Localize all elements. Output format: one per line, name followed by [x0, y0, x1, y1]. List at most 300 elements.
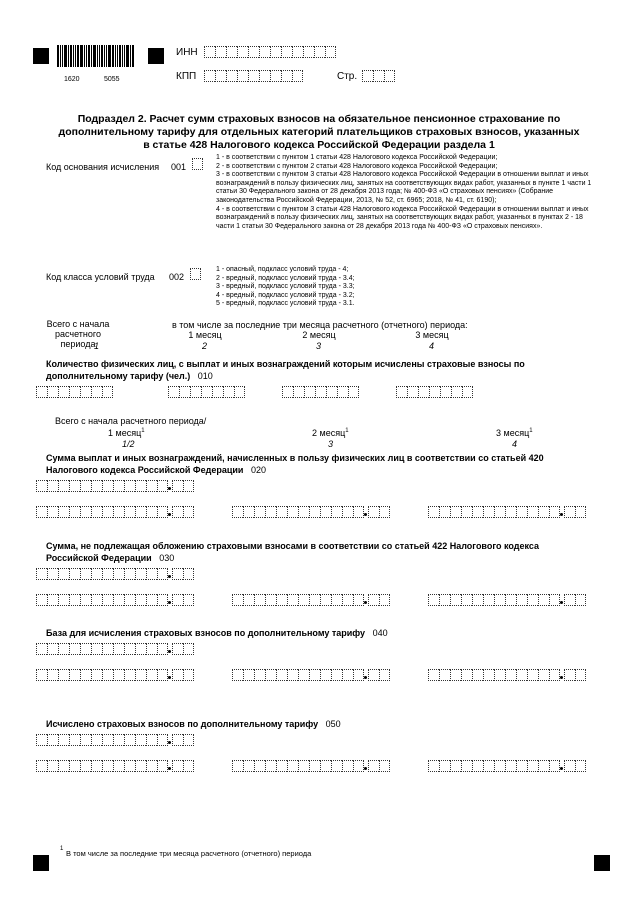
input-cell[interactable]	[549, 760, 560, 772]
input-cell[interactable]	[135, 643, 146, 655]
input-cell[interactable]	[315, 386, 326, 398]
input-cell[interactable]	[190, 386, 201, 398]
input-cell[interactable]	[368, 669, 379, 681]
input-cell[interactable]	[183, 760, 194, 772]
input-cell[interactable]	[232, 594, 243, 606]
line-010-total-field[interactable]	[36, 386, 113, 398]
input-cell[interactable]	[172, 760, 183, 772]
input-cell[interactable]	[215, 70, 226, 82]
input-cell[interactable]	[69, 568, 80, 580]
input-cell[interactable]	[102, 643, 113, 655]
input-cell[interactable]	[362, 70, 373, 82]
input-cell[interactable]	[135, 594, 146, 606]
input-cell[interactable]	[439, 594, 450, 606]
input-cell[interactable]	[575, 669, 586, 681]
input-cell[interactable]	[91, 760, 102, 772]
input-cell[interactable]	[314, 46, 325, 58]
input-cell[interactable]	[373, 70, 384, 82]
input-cell[interactable]	[47, 643, 58, 655]
input-cell[interactable]	[309, 760, 320, 772]
line-010-month1-field[interactable]	[168, 386, 245, 398]
input-cell[interactable]	[183, 506, 194, 518]
input-cell[interactable]	[287, 669, 298, 681]
input-cell[interactable]	[36, 594, 47, 606]
input-cell[interactable]	[353, 669, 364, 681]
input-cell[interactable]	[157, 643, 168, 655]
input-cell[interactable]	[226, 46, 237, 58]
input-cell[interactable]	[248, 70, 259, 82]
input-cell[interactable]	[353, 760, 364, 772]
input-cell[interactable]	[320, 760, 331, 772]
input-cell[interactable]	[472, 506, 483, 518]
input-cell[interactable]	[232, 669, 243, 681]
input-cell[interactable]	[135, 669, 146, 681]
input-cell[interactable]	[320, 594, 331, 606]
line-030-month3-field[interactable]	[428, 592, 586, 606]
input-cell[interactable]	[237, 70, 248, 82]
line-020-total-field[interactable]	[36, 478, 194, 492]
line-020-month1-field[interactable]	[36, 504, 194, 518]
input-cell[interactable]	[113, 643, 124, 655]
input-cell[interactable]	[429, 386, 440, 398]
input-cell[interactable]	[461, 506, 472, 518]
input-cell[interactable]	[135, 760, 146, 772]
input-cell[interactable]	[36, 760, 47, 772]
input-cell[interactable]	[549, 669, 560, 681]
line-050-month1-field[interactable]	[36, 758, 194, 772]
input-cell[interactable]	[69, 480, 80, 492]
input-cell[interactable]	[243, 760, 254, 772]
input-cell[interactable]	[47, 480, 58, 492]
input-cell[interactable]	[331, 760, 342, 772]
input-cell[interactable]	[36, 386, 47, 398]
input-cell[interactable]	[69, 643, 80, 655]
input-cell[interactable]	[102, 386, 113, 398]
line-050-month2-field[interactable]	[232, 758, 390, 772]
input-cell[interactable]	[192, 158, 203, 170]
input-cell[interactable]	[91, 594, 102, 606]
input-cell[interactable]	[102, 669, 113, 681]
input-cell[interactable]	[146, 760, 157, 772]
input-cell[interactable]	[124, 506, 135, 518]
input-cell[interactable]	[91, 480, 102, 492]
input-cell[interactable]	[287, 594, 298, 606]
input-cell[interactable]	[462, 386, 473, 398]
input-cell[interactable]	[146, 506, 157, 518]
input-cell[interactable]	[36, 734, 47, 746]
input-cell[interactable]	[320, 669, 331, 681]
line-010-month3-field[interactable]	[396, 386, 473, 398]
input-cell[interactable]	[243, 506, 254, 518]
basis-code-field[interactable]	[192, 158, 203, 170]
input-cell[interactable]	[157, 734, 168, 746]
input-cell[interactable]	[91, 386, 102, 398]
input-cell[interactable]	[564, 760, 575, 772]
input-cell[interactable]	[204, 46, 215, 58]
input-cell[interactable]	[146, 594, 157, 606]
work-class-code-field[interactable]	[190, 268, 201, 280]
input-cell[interactable]	[342, 760, 353, 772]
input-cell[interactable]	[331, 506, 342, 518]
input-cell[interactable]	[36, 669, 47, 681]
kpp-field[interactable]	[204, 70, 303, 82]
input-cell[interactable]	[259, 70, 270, 82]
input-cell[interactable]	[379, 669, 390, 681]
input-cell[interactable]	[428, 669, 439, 681]
input-cell[interactable]	[47, 386, 58, 398]
input-cell[interactable]	[146, 568, 157, 580]
input-cell[interactable]	[259, 46, 270, 58]
input-cell[interactable]	[183, 643, 194, 655]
input-cell[interactable]	[69, 594, 80, 606]
input-cell[interactable]	[483, 506, 494, 518]
input-cell[interactable]	[146, 643, 157, 655]
input-cell[interactable]	[36, 480, 47, 492]
input-cell[interactable]	[80, 669, 91, 681]
input-cell[interactable]	[505, 669, 516, 681]
input-cell[interactable]	[124, 760, 135, 772]
input-cell[interactable]	[124, 643, 135, 655]
input-cell[interactable]	[113, 669, 124, 681]
input-cell[interactable]	[135, 734, 146, 746]
line-030-month1-field[interactable]	[36, 592, 194, 606]
input-cell[interactable]	[58, 506, 69, 518]
input-cell[interactable]	[287, 760, 298, 772]
input-cell[interactable]	[248, 46, 259, 58]
input-cell[interactable]	[298, 594, 309, 606]
input-cell[interactable]	[157, 760, 168, 772]
input-cell[interactable]	[564, 594, 575, 606]
input-cell[interactable]	[113, 480, 124, 492]
input-cell[interactable]	[276, 594, 287, 606]
input-cell[interactable]	[440, 386, 451, 398]
input-cell[interactable]	[69, 669, 80, 681]
input-cell[interactable]	[226, 70, 237, 82]
input-cell[interactable]	[472, 760, 483, 772]
input-cell[interactable]	[472, 669, 483, 681]
input-cell[interactable]	[36, 568, 47, 580]
input-cell[interactable]	[47, 506, 58, 518]
input-cell[interactable]	[270, 70, 281, 82]
input-cell[interactable]	[538, 594, 549, 606]
input-cell[interactable]	[254, 594, 265, 606]
input-cell[interactable]	[113, 734, 124, 746]
input-cell[interactable]	[234, 386, 245, 398]
input-cell[interactable]	[157, 594, 168, 606]
input-cell[interactable]	[342, 594, 353, 606]
input-cell[interactable]	[407, 386, 418, 398]
input-cell[interactable]	[575, 760, 586, 772]
input-cell[interactable]	[428, 760, 439, 772]
input-cell[interactable]	[254, 669, 265, 681]
input-cell[interactable]	[292, 46, 303, 58]
input-cell[interactable]	[342, 506, 353, 518]
input-cell[interactable]	[69, 386, 80, 398]
input-cell[interactable]	[232, 760, 243, 772]
input-cell[interactable]	[331, 594, 342, 606]
input-cell[interactable]	[36, 643, 47, 655]
input-cell[interactable]	[91, 734, 102, 746]
input-cell[interactable]	[91, 643, 102, 655]
input-cell[interactable]	[146, 734, 157, 746]
input-cell[interactable]	[320, 506, 331, 518]
input-cell[interactable]	[439, 506, 450, 518]
input-cell[interactable]	[69, 734, 80, 746]
line-010-month2-field[interactable]	[282, 386, 359, 398]
input-cell[interactable]	[270, 46, 281, 58]
input-cell[interactable]	[379, 760, 390, 772]
input-cell[interactable]	[91, 669, 102, 681]
input-cell[interactable]	[215, 46, 226, 58]
input-cell[interactable]	[494, 594, 505, 606]
input-cell[interactable]	[183, 480, 194, 492]
input-cell[interactable]	[172, 506, 183, 518]
input-cell[interactable]	[212, 386, 223, 398]
input-cell[interactable]	[172, 568, 183, 580]
input-cell[interactable]	[516, 760, 527, 772]
input-cell[interactable]	[450, 594, 461, 606]
input-cell[interactable]	[337, 386, 348, 398]
input-cell[interactable]	[331, 669, 342, 681]
input-cell[interactable]	[58, 480, 69, 492]
input-cell[interactable]	[265, 594, 276, 606]
input-cell[interactable]	[293, 386, 304, 398]
input-cell[interactable]	[47, 760, 58, 772]
line-050-total-field[interactable]	[36, 732, 194, 746]
input-cell[interactable]	[183, 568, 194, 580]
input-cell[interactable]	[298, 506, 309, 518]
input-cell[interactable]	[575, 594, 586, 606]
line-040-month2-field[interactable]	[232, 667, 390, 681]
input-cell[interactable]	[505, 594, 516, 606]
input-cell[interactable]	[102, 734, 113, 746]
input-cell[interactable]	[472, 594, 483, 606]
input-cell[interactable]	[168, 386, 179, 398]
input-cell[interactable]	[58, 568, 69, 580]
input-cell[interactable]	[157, 480, 168, 492]
input-cell[interactable]	[47, 734, 58, 746]
input-cell[interactable]	[326, 386, 337, 398]
input-cell[interactable]	[575, 506, 586, 518]
input-cell[interactable]	[276, 506, 287, 518]
input-cell[interactable]	[384, 70, 395, 82]
input-cell[interactable]	[379, 506, 390, 518]
input-cell[interactable]	[516, 506, 527, 518]
input-cell[interactable]	[254, 506, 265, 518]
input-cell[interactable]	[304, 386, 315, 398]
input-cell[interactable]	[124, 568, 135, 580]
input-cell[interactable]	[179, 386, 190, 398]
input-cell[interactable]	[172, 669, 183, 681]
input-cell[interactable]	[190, 268, 201, 280]
input-cell[interactable]	[527, 760, 538, 772]
input-cell[interactable]	[91, 506, 102, 518]
input-cell[interactable]	[483, 594, 494, 606]
input-cell[interactable]	[483, 669, 494, 681]
input-cell[interactable]	[439, 760, 450, 772]
input-cell[interactable]	[282, 386, 293, 398]
input-cell[interactable]	[254, 760, 265, 772]
input-cell[interactable]	[538, 760, 549, 772]
input-cell[interactable]	[80, 594, 91, 606]
input-cell[interactable]	[298, 760, 309, 772]
input-cell[interactable]	[461, 669, 472, 681]
input-cell[interactable]	[353, 506, 364, 518]
input-cell[interactable]	[353, 594, 364, 606]
input-cell[interactable]	[201, 386, 212, 398]
input-cell[interactable]	[483, 760, 494, 772]
input-cell[interactable]	[450, 506, 461, 518]
input-cell[interactable]	[505, 760, 516, 772]
input-cell[interactable]	[102, 760, 113, 772]
line-020-month2-field[interactable]	[232, 504, 390, 518]
input-cell[interactable]	[505, 506, 516, 518]
input-cell[interactable]	[325, 46, 336, 58]
input-cell[interactable]	[309, 594, 320, 606]
input-cell[interactable]	[172, 643, 183, 655]
input-cell[interactable]	[113, 760, 124, 772]
input-cell[interactable]	[102, 594, 113, 606]
input-cell[interactable]	[396, 386, 407, 398]
input-cell[interactable]	[281, 70, 292, 82]
input-cell[interactable]	[243, 669, 254, 681]
input-cell[interactable]	[368, 506, 379, 518]
input-cell[interactable]	[428, 506, 439, 518]
input-cell[interactable]	[450, 760, 461, 772]
input-cell[interactable]	[58, 760, 69, 772]
input-cell[interactable]	[146, 669, 157, 681]
input-cell[interactable]	[549, 594, 560, 606]
input-cell[interactable]	[276, 669, 287, 681]
input-cell[interactable]	[58, 669, 69, 681]
input-cell[interactable]	[69, 506, 80, 518]
input-cell[interactable]	[342, 669, 353, 681]
input-cell[interactable]	[527, 669, 538, 681]
input-cell[interactable]	[368, 760, 379, 772]
input-cell[interactable]	[157, 506, 168, 518]
input-cell[interactable]	[292, 70, 303, 82]
input-cell[interactable]	[538, 506, 549, 518]
input-cell[interactable]	[80, 734, 91, 746]
input-cell[interactable]	[418, 386, 429, 398]
input-cell[interactable]	[450, 669, 461, 681]
input-cell[interactable]	[538, 669, 549, 681]
input-cell[interactable]	[243, 594, 254, 606]
line-040-month3-field[interactable]	[428, 667, 586, 681]
input-cell[interactable]	[516, 669, 527, 681]
input-cell[interactable]	[135, 506, 146, 518]
input-cell[interactable]	[80, 506, 91, 518]
input-cell[interactable]	[58, 386, 69, 398]
input-cell[interactable]	[113, 568, 124, 580]
page-number-field[interactable]	[362, 70, 395, 82]
input-cell[interactable]	[183, 669, 194, 681]
input-cell[interactable]	[47, 594, 58, 606]
input-cell[interactable]	[265, 506, 276, 518]
input-cell[interactable]	[124, 669, 135, 681]
input-cell[interactable]	[36, 506, 47, 518]
input-cell[interactable]	[172, 594, 183, 606]
input-cell[interactable]	[348, 386, 359, 398]
input-cell[interactable]	[124, 734, 135, 746]
input-cell[interactable]	[461, 760, 472, 772]
input-cell[interactable]	[80, 643, 91, 655]
input-cell[interactable]	[265, 669, 276, 681]
input-cell[interactable]	[428, 594, 439, 606]
input-cell[interactable]	[172, 480, 183, 492]
input-cell[interactable]	[80, 568, 91, 580]
input-cell[interactable]	[204, 70, 215, 82]
input-cell[interactable]	[309, 669, 320, 681]
input-cell[interactable]	[102, 568, 113, 580]
input-cell[interactable]	[237, 46, 248, 58]
line-030-total-field[interactable]	[36, 566, 194, 580]
input-cell[interactable]	[157, 568, 168, 580]
input-cell[interactable]	[379, 594, 390, 606]
input-cell[interactable]	[287, 506, 298, 518]
line-020-month3-field[interactable]	[428, 504, 586, 518]
input-cell[interactable]	[146, 480, 157, 492]
input-cell[interactable]	[80, 480, 91, 492]
line-050-month3-field[interactable]	[428, 758, 586, 772]
input-cell[interactable]	[80, 386, 91, 398]
input-cell[interactable]	[172, 734, 183, 746]
input-cell[interactable]	[102, 480, 113, 492]
input-cell[interactable]	[516, 594, 527, 606]
input-cell[interactable]	[298, 669, 309, 681]
input-cell[interactable]	[223, 386, 234, 398]
input-cell[interactable]	[368, 594, 379, 606]
input-cell[interactable]	[303, 46, 314, 58]
input-cell[interactable]	[494, 669, 505, 681]
line-040-total-field[interactable]	[36, 641, 194, 655]
inn-field[interactable]	[204, 46, 336, 58]
input-cell[interactable]	[451, 386, 462, 398]
input-cell[interactable]	[124, 594, 135, 606]
input-cell[interactable]	[113, 594, 124, 606]
input-cell[interactable]	[157, 669, 168, 681]
input-cell[interactable]	[564, 506, 575, 518]
input-cell[interactable]	[80, 760, 91, 772]
line-030-month2-field[interactable]	[232, 592, 390, 606]
input-cell[interactable]	[276, 760, 287, 772]
input-cell[interactable]	[265, 760, 276, 772]
input-cell[interactable]	[135, 568, 146, 580]
input-cell[interactable]	[461, 594, 472, 606]
input-cell[interactable]	[47, 669, 58, 681]
input-cell[interactable]	[527, 506, 538, 518]
input-cell[interactable]	[47, 568, 58, 580]
input-cell[interactable]	[281, 46, 292, 58]
input-cell[interactable]	[124, 480, 135, 492]
input-cell[interactable]	[183, 734, 194, 746]
input-cell[interactable]	[58, 594, 69, 606]
input-cell[interactable]	[564, 669, 575, 681]
input-cell[interactable]	[69, 760, 80, 772]
input-cell[interactable]	[549, 506, 560, 518]
input-cell[interactable]	[113, 506, 124, 518]
line-040-month1-field[interactable]	[36, 667, 194, 681]
input-cell[interactable]	[135, 480, 146, 492]
input-cell[interactable]	[91, 568, 102, 580]
input-cell[interactable]	[494, 760, 505, 772]
input-cell[interactable]	[527, 594, 538, 606]
input-cell[interactable]	[58, 643, 69, 655]
input-cell[interactable]	[102, 506, 113, 518]
input-cell[interactable]	[58, 734, 69, 746]
input-cell[interactable]	[439, 669, 450, 681]
input-cell[interactable]	[232, 506, 243, 518]
